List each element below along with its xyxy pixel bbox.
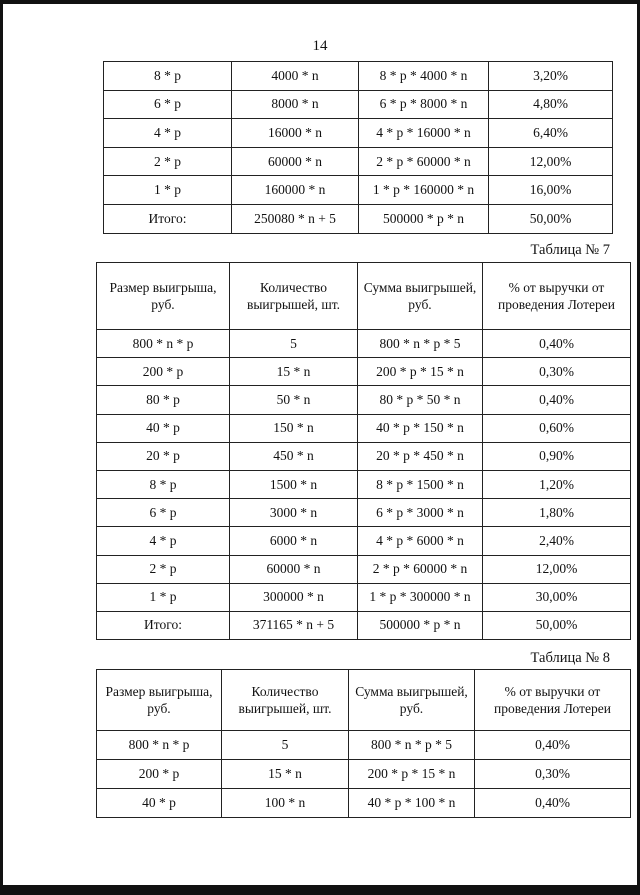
cell-prize-count: 60000 * n	[230, 555, 358, 583]
cell-revenue-percent: 3,20%	[489, 62, 613, 91]
cell-prize-count: 16000 * n	[232, 119, 359, 148]
cell-prize-size: 1 * p	[97, 583, 230, 611]
cell-prize-sum: 500000 * p * n	[358, 611, 483, 639]
cell-revenue-percent: 4,80%	[489, 90, 613, 119]
cell-prize-count: 250080 * n + 5	[232, 204, 359, 233]
cell-revenue-percent: 50,00%	[489, 204, 613, 233]
table-row	[97, 527, 631, 555]
cell-prize-size: 2 * p	[104, 147, 232, 176]
cell-prize-sum: 8 * p * 4000 * n	[359, 62, 489, 91]
page-number: 14	[312, 38, 328, 54]
cell-prize-size: 2 * p	[97, 555, 230, 583]
cell-prize-sum: 1 * p * 160000 * n	[359, 176, 489, 205]
prize-table-8	[96, 669, 631, 818]
prize-table-7	[96, 262, 631, 640]
header-prize-count: Количество выигрышей, шт.	[222, 670, 349, 731]
cell-revenue-percent: 0,30%	[483, 358, 631, 386]
cell-revenue-percent: 0,60%	[483, 414, 631, 442]
cell-prize-sum: 200 * p * 15 * n	[358, 358, 483, 386]
table-row	[97, 760, 631, 789]
cell-revenue-percent: 50,00%	[483, 611, 631, 639]
cell-revenue-percent: 0,40%	[483, 330, 631, 358]
table-row	[104, 204, 613, 233]
cell-prize-size: 200 * p	[97, 760, 222, 789]
table-row	[97, 583, 631, 611]
header-prize-size: Размер выигрыша, руб.	[97, 263, 230, 330]
cell-prize-sum: 40 * p * 150 * n	[358, 414, 483, 442]
cell-prize-size: 8 * p	[104, 62, 232, 91]
cell-prize-count: 4000 * n	[232, 62, 359, 91]
header-prize-sum: Сумма выигрышей, руб.	[358, 263, 483, 330]
cell-prize-count: 15 * n	[230, 358, 358, 386]
cell-revenue-percent: 1,20%	[483, 470, 631, 498]
cell-revenue-percent: 0,40%	[475, 731, 631, 760]
cell-prize-sum: 4 * p * 16000 * n	[359, 119, 489, 148]
scan-edge-top	[0, 0, 640, 4]
cell-prize-sum: 4 * p * 6000 * n	[358, 527, 483, 555]
cell-prize-sum: 40 * p * 100 * n	[349, 789, 475, 818]
prize-table-continued	[103, 61, 613, 234]
header-revenue-percent: % от выручки от проведения Лотереи	[475, 670, 631, 731]
cell-revenue-percent: 0,40%	[475, 789, 631, 818]
cell-prize-sum: 6 * p * 8000 * n	[359, 90, 489, 119]
cell-prize-size: 4 * p	[104, 119, 232, 148]
table-row	[104, 90, 613, 119]
cell-prize-size: 40 * p	[97, 789, 222, 818]
cell-prize-sum: 2 * p * 60000 * n	[359, 147, 489, 176]
scan-edge-bottom	[0, 885, 640, 895]
cell-prize-sum: 2 * p * 60000 * n	[358, 555, 483, 583]
cell-prize-size: 200 * p	[97, 358, 230, 386]
cell-prize-count: 150 * n	[230, 414, 358, 442]
cell-prize-count: 5	[230, 330, 358, 358]
table-row	[104, 119, 613, 148]
cell-revenue-percent: 0,30%	[475, 760, 631, 789]
header-prize-count: Количество выигрышей, шт.	[230, 263, 358, 330]
table-row	[104, 62, 613, 91]
table-row	[97, 386, 631, 414]
cell-prize-size: Итого:	[97, 611, 230, 639]
cell-revenue-percent: 0,40%	[483, 386, 631, 414]
cell-revenue-percent: 6,40%	[489, 119, 613, 148]
scan-edge-left	[0, 0, 3, 895]
cell-revenue-percent: 1,80%	[483, 499, 631, 527]
table-row	[97, 358, 631, 386]
cell-revenue-percent: 2,40%	[483, 527, 631, 555]
cell-revenue-percent: 12,00%	[483, 555, 631, 583]
cell-prize-size: 6 * p	[97, 499, 230, 527]
cell-prize-size: 1 * p	[104, 176, 232, 205]
header-prize-size: Размер выигрыша, руб.	[97, 670, 222, 731]
cell-prize-sum: 500000 * p * n	[359, 204, 489, 233]
cell-prize-count: 100 * n	[222, 789, 349, 818]
cell-prize-count: 8000 * n	[232, 90, 359, 119]
cell-prize-sum: 800 * n * p * 5	[358, 330, 483, 358]
cell-prize-sum: 800 * n * p * 5	[349, 731, 475, 760]
table-row	[97, 414, 631, 442]
table-header-row	[97, 263, 631, 330]
table-header-row	[97, 670, 631, 731]
table-row	[97, 442, 631, 470]
cell-prize-size: 40 * p	[97, 414, 230, 442]
cell-prize-count: 3000 * n	[230, 499, 358, 527]
header-prize-sum: Сумма выигрышей, руб.	[349, 670, 475, 731]
cell-prize-count: 15 * n	[222, 760, 349, 789]
cell-prize-size: 80 * p	[97, 386, 230, 414]
table-row	[97, 470, 631, 498]
table-row	[104, 176, 613, 205]
cell-prize-count: 450 * n	[230, 442, 358, 470]
cell-prize-sum: 80 * p * 50 * n	[358, 386, 483, 414]
table-row	[97, 499, 631, 527]
cell-prize-size: 800 * n * p	[97, 731, 222, 760]
table-row	[104, 147, 613, 176]
table-row	[97, 789, 631, 818]
cell-prize-count: 300000 * n	[230, 583, 358, 611]
table-8-caption: Таблица № 8	[530, 650, 610, 666]
table-row	[97, 555, 631, 583]
cell-prize-count: 50 * n	[230, 386, 358, 414]
cell-prize-count: 60000 * n	[232, 147, 359, 176]
cell-revenue-percent: 16,00%	[489, 176, 613, 205]
cell-prize-sum: 8 * p * 1500 * n	[358, 470, 483, 498]
cell-prize-sum: 200 * p * 15 * n	[349, 760, 475, 789]
cell-prize-count: 160000 * n	[232, 176, 359, 205]
cell-prize-size: 6 * p	[104, 90, 232, 119]
cell-prize-sum: 6 * p * 3000 * n	[358, 499, 483, 527]
cell-prize-size: 8 * p	[97, 470, 230, 498]
table-row	[97, 330, 631, 358]
cell-prize-size: 20 * p	[97, 442, 230, 470]
cell-revenue-percent: 30,00%	[483, 583, 631, 611]
table-row	[97, 611, 631, 639]
cell-revenue-percent: 0,90%	[483, 442, 631, 470]
cell-prize-count: 6000 * n	[230, 527, 358, 555]
cell-prize-count: 1500 * n	[230, 470, 358, 498]
cell-prize-count: 371165 * n + 5	[230, 611, 358, 639]
cell-prize-count: 5	[222, 731, 349, 760]
cell-prize-sum: 20 * p * 450 * n	[358, 442, 483, 470]
cell-revenue-percent: 12,00%	[489, 147, 613, 176]
header-revenue-percent: % от выручки от проведения Лотереи	[483, 263, 631, 330]
cell-prize-size: Итого:	[104, 204, 232, 233]
cell-prize-size: 4 * p	[97, 527, 230, 555]
cell-prize-size: 800 * n * p	[97, 330, 230, 358]
table-7-caption: Таблица № 7	[530, 242, 610, 258]
cell-prize-sum: 1 * p * 300000 * n	[358, 583, 483, 611]
table-row	[97, 731, 631, 760]
